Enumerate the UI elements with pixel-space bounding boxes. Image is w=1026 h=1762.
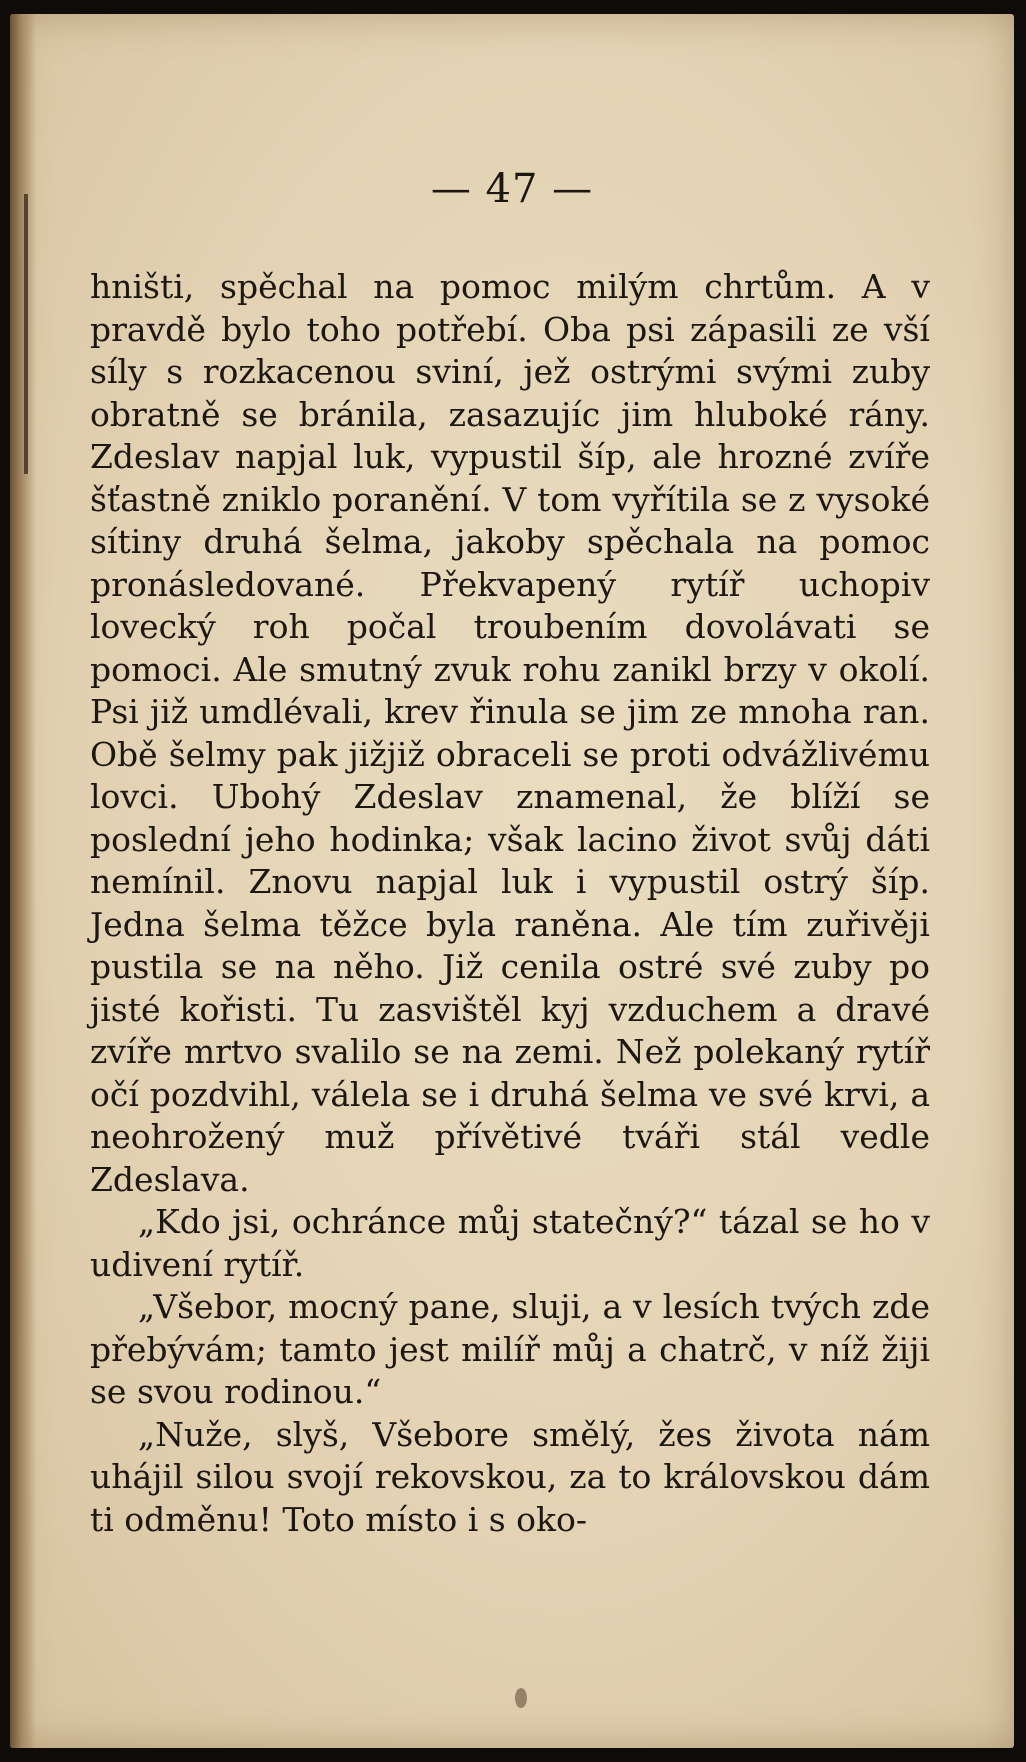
page-number: — 47 — <box>430 166 594 212</box>
paragraph: „Všebor, mocný pane, sluji, a v lesích tvých zde přebývám; tamto jest milíř můj a chatrč, v níž žiji se svou rodinou.“ <box>90 1287 930 1411</box>
book-page <box>10 14 1014 1748</box>
binding-mark <box>24 194 28 474</box>
paragraph: hništi, spěchal na pomoc milým chrtům. A v pravdě bylo toho potřebí. Oba psi zápasili ze vší síly s rozkacenou sviní, jež ostrými svými zuby obratně se bránila, zasazujíc jim hluboké rány. Zdeslav napjal luk, vypustil šíp, ale hrozné zvíře šťastně zniklo poranění. V tom vyřítila se z vysoké sítiny druhá šelma, jakoby spěchala na pomoc pronásledované. Překvapený rytíř uchopiv lovecký roh počal troubením dovolávati se pomoci. Ale smutný zvuk rohu zanikl brzy v okolí. Psi již umdlévali, krev řinula se jim ze mnoha ran. Obě šelmy pak jižjiž obraceli se proti odvážlivému lovci. Ubohý Zdeslav znamenal, že blíží se poslední jeho hodinka; však lacino život svůj dáti nemínil. Znovu napjal luk i vypustil ostrý šíp. Jedna šelma těžce byla raněna. Ale tím zuřivěji pustila se na něho. Již cenila ostré své zuby po jisté kořisti. Tu zasvištěl kyj vzduchem a dravé zvíře mrtvo svalilo se na zemi. Než polekaný rytíř očí pozdvihl, válela se i druhá šelma ve své krvi, a neohrožený muž přívětivé tváři stál vedle Zdeslava. <box>90 267 930 1199</box>
body-text <box>90 266 930 1541</box>
paragraph: „Nuže, slyš, Všebore smělý, žes života nám uhájil silou svojí rekovskou, za to královskou dám ti odměnu! Toto místo i s oko- <box>90 1414 930 1539</box>
ink-smudge <box>515 1688 527 1708</box>
paragraph: „Kdo jsi, ochránce můj statečný?“ tázal se ho v udivení rytíř. <box>90 1202 930 1284</box>
page-gutter-shadow <box>10 14 36 1748</box>
